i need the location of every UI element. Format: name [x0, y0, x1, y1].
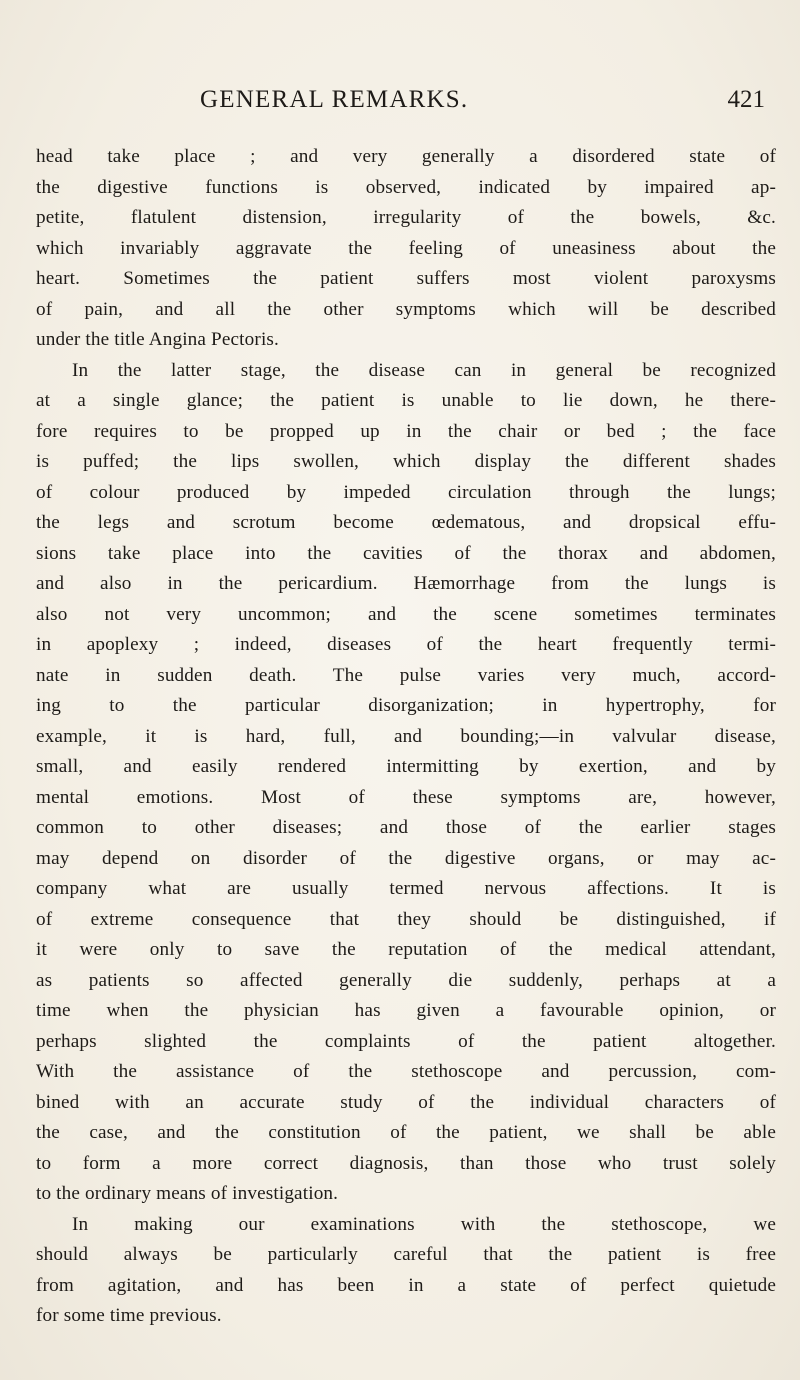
text-line: of colour produced by impeded circulation through the lungs;: [36, 481, 776, 503]
text-line: as patients so affected generally die suddenly, perhaps at a: [36, 969, 776, 991]
text-line: of pain, and all the other symptoms which will be described: [36, 298, 776, 320]
text-line: In making our examinations with the stethoscope, we: [72, 1213, 776, 1235]
text-line: also not very uncommon; and the scene sometimes terminates: [36, 603, 776, 625]
text-line: the digestive functions is observed, indicated by impaired ap-: [36, 176, 776, 198]
text-line: in apoplexy ; indeed, diseases of the heart frequently termi-: [36, 634, 776, 655]
text-line: under the title Angina Pectoris.: [36, 329, 279, 350]
text-line: may depend on disorder of the digestive organs, or may ac-: [36, 847, 776, 869]
text-line: bined with an accurate study of the individual characters of: [36, 1091, 776, 1113]
body-text: [36, 142, 776, 1332]
page-number: 421: [727, 86, 765, 113]
text-line: head take place ; and very generally a disordered state of: [36, 146, 776, 167]
text-line: mental emotions. Most of these symptoms are, however,: [36, 786, 776, 808]
text-line: from agitation, and has been in a state of perfect quietude: [36, 1274, 776, 1296]
text-line: the legs and scrotum become œdematous, and dropsical effu-: [36, 512, 776, 533]
text-line: example, it is hard, full, and bounding;—in valvular disease,: [36, 725, 776, 747]
text-line: common to other diseases; and those of the earlier stages: [36, 817, 776, 838]
text-line: to form a more correct diagnosis, than those who trust solely: [36, 1152, 776, 1174]
text-line: at a single glance; the patient is unable to lie down, he there-: [36, 390, 776, 411]
text-line: is puffed; the lips swollen, which display the different shades: [36, 451, 776, 472]
text-line: sions take place into the cavities of the thorax and abdomen,: [36, 542, 776, 564]
text-line: time when the physician has given a favourable opinion, or: [36, 1000, 776, 1021]
text-line: fore requires to be propped up in the chair or bed ; the face: [36, 420, 776, 442]
text-line: In the latter stage, the disease can in general be recognized: [72, 359, 776, 381]
text-line: of extreme consequence that they should be distinguished, if: [36, 908, 776, 930]
text-line: perhaps slighted the complaints of the patient altogether.: [36, 1030, 776, 1052]
text-line: nate in sudden death. The pulse varies very much, accord-: [36, 664, 776, 686]
text-line: company what are usually termed nervous affections. It is: [36, 878, 776, 899]
text-line: ing to the particular disorganization; in hypertrophy, for: [36, 695, 776, 716]
text-line: With the assistance of the stethoscope and percussion, com-: [36, 1061, 776, 1082]
text-line: it were only to save the reputation of the medical attendant,: [36, 939, 776, 960]
text-line: the case, and the constitution of the patient, we shall be able: [36, 1122, 776, 1143]
running-head: GENERAL REMARKS.: [200, 86, 469, 113]
text-line: small, and easily rendered intermitting by exertion, and by: [36, 756, 776, 777]
text-line: to the ordinary means of investigation.: [36, 1183, 339, 1204]
text-line: heart. Sometimes the patient suffers most violent paroxysms: [36, 268, 776, 289]
text-line: for some time previous.: [36, 1305, 222, 1326]
text-line: which invariably aggravate the feeling of uneasiness about the: [36, 237, 776, 259]
page-header: [200, 86, 765, 126]
text-line: petite, flatulent distension, irregularity of the bowels, &c.: [36, 207, 776, 228]
text-line: and also in the pericardium. Hæmorrhage from the lungs is: [36, 573, 776, 594]
text-line: should always be particularly careful that the patient is free: [36, 1244, 776, 1265]
